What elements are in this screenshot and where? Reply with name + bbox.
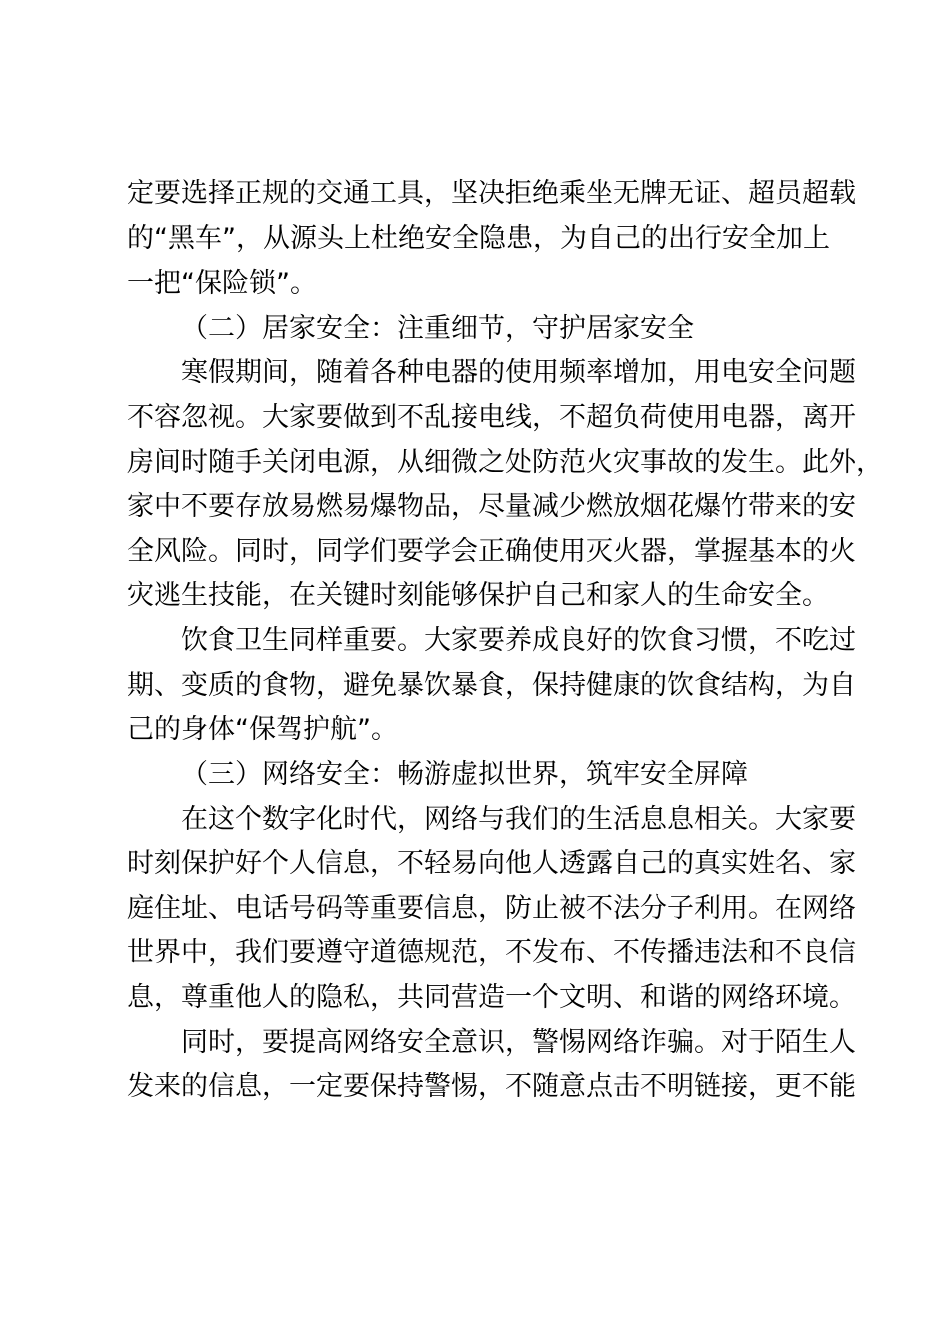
text-line: 定要选择正规的交通工具，坚决拒绝乘坐无牌无证、超员超载: [127, 178, 856, 209]
text-line: 一把“保险锁”。: [127, 268, 317, 299]
text-line: 发来的信息，一定要保持警惕，不随意点击不明链接，更不能: [127, 1071, 856, 1102]
text-line: 己的身体“保驾护航”。: [127, 714, 398, 745]
text-line: 时刻保护好个人信息，不轻易向他人透露自己的真实姓名、家: [127, 848, 856, 879]
section-heading: （三）网络安全：畅游虚拟世界，筑牢安全屏障: [181, 759, 748, 790]
text-line: 息，尊重他人的隐私，共同营造一个文明、和谐的网络环境。: [127, 982, 856, 1013]
section-heading: （二）居家安全：注重细节，守护居家安全: [181, 313, 694, 344]
text-line: 同时，要提高网络安全意识，警惕网络诈骗。对于陌生人: [181, 1027, 856, 1058]
text-line: 世界中，我们要遵守道德规范，不发布、不传播违法和不良信: [127, 937, 856, 968]
text-line: 庭住址、电话号码等重要信息，防止被不法分子利用。在网络: [127, 893, 856, 924]
text-line: 饮食卫生同样重要。大家要养成良好的饮食习惯，不吃过: [181, 625, 856, 656]
text-line: 灾逃生技能，在关键时刻能够保护自己和家人的生命安全。: [127, 580, 829, 611]
text-line: 寒假期间，随着各种电器的使用频率增加，用电安全问题: [181, 357, 856, 388]
text-line: 期、变质的食物，避免暴饮暴食，保持健康的饮食结构，为自: [127, 670, 856, 701]
text-line: 家中不要存放易燃易爆物品，尽量减少燃放烟花爆竹带来的安: [127, 491, 856, 522]
text-line: 全风险。同时，同学们要学会正确使用灭火器，掌握基本的火: [127, 536, 856, 567]
text-line: 的“黑车”，从源头上杜绝安全隐患，为自己的出行安全加上: [127, 223, 830, 254]
text-line: 在这个数字化时代，网络与我们的生活息息相关。大家要: [181, 804, 856, 835]
text-line: 不容忽视。大家要做到不乱接电线，不超负荷使用电器，离开: [127, 402, 856, 433]
text-line: 房间时随手关闭电源，从细微之处防范火灾事故的发生。此外，: [127, 447, 883, 478]
